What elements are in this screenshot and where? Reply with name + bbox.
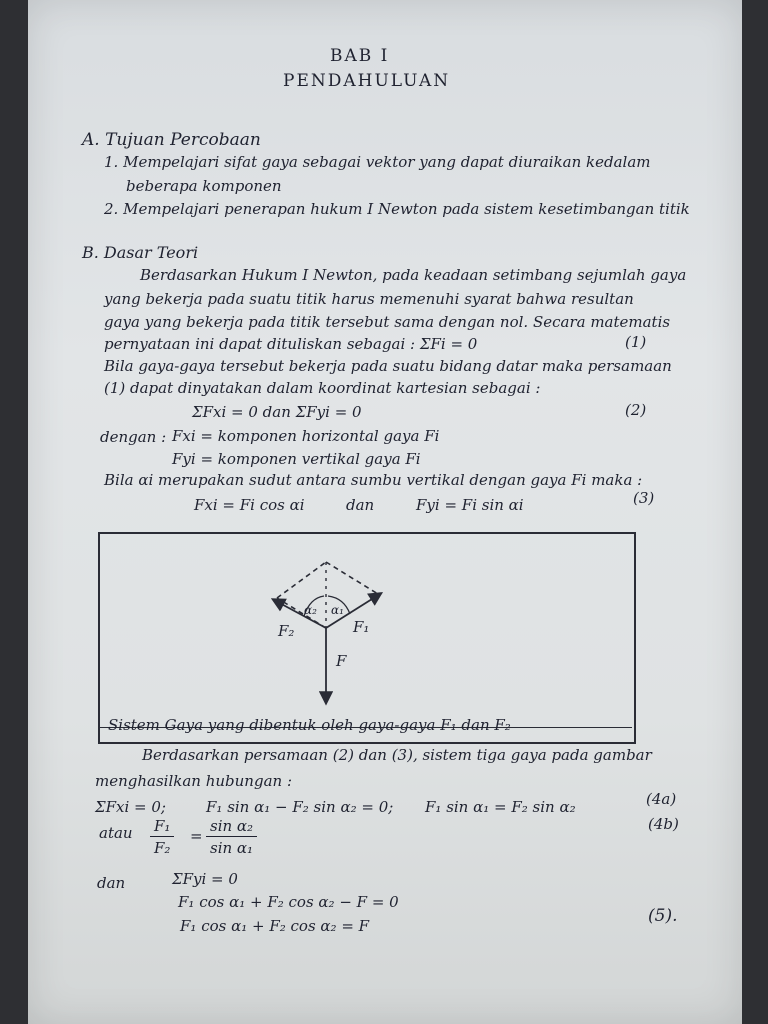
derivation-line-2: menghasilkan hubungan : [95, 772, 292, 790]
eq2: ΣFxi = 0 dan ΣFyi = 0 [192, 403, 362, 421]
eq3-mid: dan [346, 496, 375, 514]
force-label-f1: F₁ [353, 618, 370, 636]
section-a-heading: A. Tujuan Percobaan [82, 130, 261, 150]
fraction-f1-f2 [150, 817, 174, 857]
fraction-f2-denominator: F₂ [154, 839, 171, 857]
force-label-f: F [336, 652, 347, 670]
eq3-right: Fyi = Fi sin αi [416, 496, 524, 514]
section-b-heading: B. Dasar Teori [82, 243, 199, 262]
dengan-label: dengan : [100, 428, 167, 446]
theory-line-7: Bila αi merupakan sudut antara sumbu vertikal dengan gaya Fi maka : [104, 471, 643, 489]
theory-line-6: (1) dapat dinyatakan dalam koordinat kartesian sebagai : [104, 379, 541, 397]
angle-label-a2: α₂ [304, 603, 317, 617]
figure-caption: Sistem Gaya yang dibentuk oleh gaya-gaya F₁ dan F₂ [108, 716, 511, 734]
eq4a-right: F₁ sin α₁ = F₂ sin α₂ [425, 798, 576, 816]
atau-label: atau [99, 824, 133, 842]
objective-2: 2. Mempelajari penerapan hukum I Newton pada sistem kesetimbangan titik [104, 200, 690, 218]
eq3-number: (3) [633, 489, 655, 507]
theory-line-3: gaya yang bekerja pada titik tersebut sama dengan nol. Secara matematis [104, 313, 671, 331]
eq2-number: (2) [625, 401, 647, 419]
angle-label-a1: α₁ [331, 603, 344, 617]
force-label-f2: F₂ [278, 622, 295, 640]
eq5-line-1: ΣFyi = 0 [172, 870, 238, 888]
dashed-line-top-right [326, 562, 378, 594]
definition-fy: Fyi = komponen vertikal gaya Fi [172, 450, 421, 468]
fraction-sin-numerator: sin α₂ [206, 817, 257, 837]
chapter-label: BAB I [330, 46, 390, 66]
dashed-line-top-left [277, 562, 326, 598]
eq5-line-2: F₁ cos α₁ + F₂ cos α₂ − F = 0 [178, 893, 399, 911]
eq3-left: Fxi = Fi cos αi [194, 496, 305, 514]
eq4a-number: (4a) [646, 790, 677, 808]
eq5-number: (5). [648, 906, 678, 926]
definition-fx: Fxi = komponen horizontal gaya Fi [172, 427, 440, 445]
eq5-line-3: F₁ cos α₁ + F₂ cos α₂ = F [180, 917, 370, 935]
objective-1-cont: beberapa komponen [126, 177, 282, 195]
theory-line-5: Bila gaya-gaya tersebut bekerja pada suatu bidang datar maka persamaan [104, 357, 672, 375]
objective-1: 1. Mempelajari sifat gaya sebagai vektor yang dapat diuraikan kedalam [104, 153, 651, 171]
theory-line-1: Berdasarkan Hukum I Newton, pada keadaan setimbang sejumlah gaya [140, 266, 687, 284]
eq4a-mid: F₁ sin α₁ − F₂ sin α₂ = 0; [206, 798, 394, 816]
eq1-number: (1) [625, 333, 647, 351]
theory-line-4: pernyataan ini dapat dituliskan sebagai : ΣFi = 0 [104, 335, 478, 353]
fraction-sin [206, 817, 257, 857]
fraction-sin-denominator: sin α₁ [210, 839, 254, 857]
page-title: PENDAHULUAN [283, 71, 451, 91]
fraction-f1-numerator: F₁ [150, 817, 174, 837]
derivation-line-1: Berdasarkan persamaan (2) dan (3), sistem tiga gaya pada gambar [142, 746, 652, 764]
theory-line-2: yang bekerja pada suatu titik harus memenuhi syarat bahwa resultan [104, 290, 634, 308]
dan-label: dan [97, 874, 126, 892]
fraction-equals: = [190, 827, 203, 845]
eq4a-left: ΣFxi = 0; [95, 798, 166, 816]
force-diagram [98, 532, 632, 742]
eq4b-number: (4b) [648, 815, 679, 833]
